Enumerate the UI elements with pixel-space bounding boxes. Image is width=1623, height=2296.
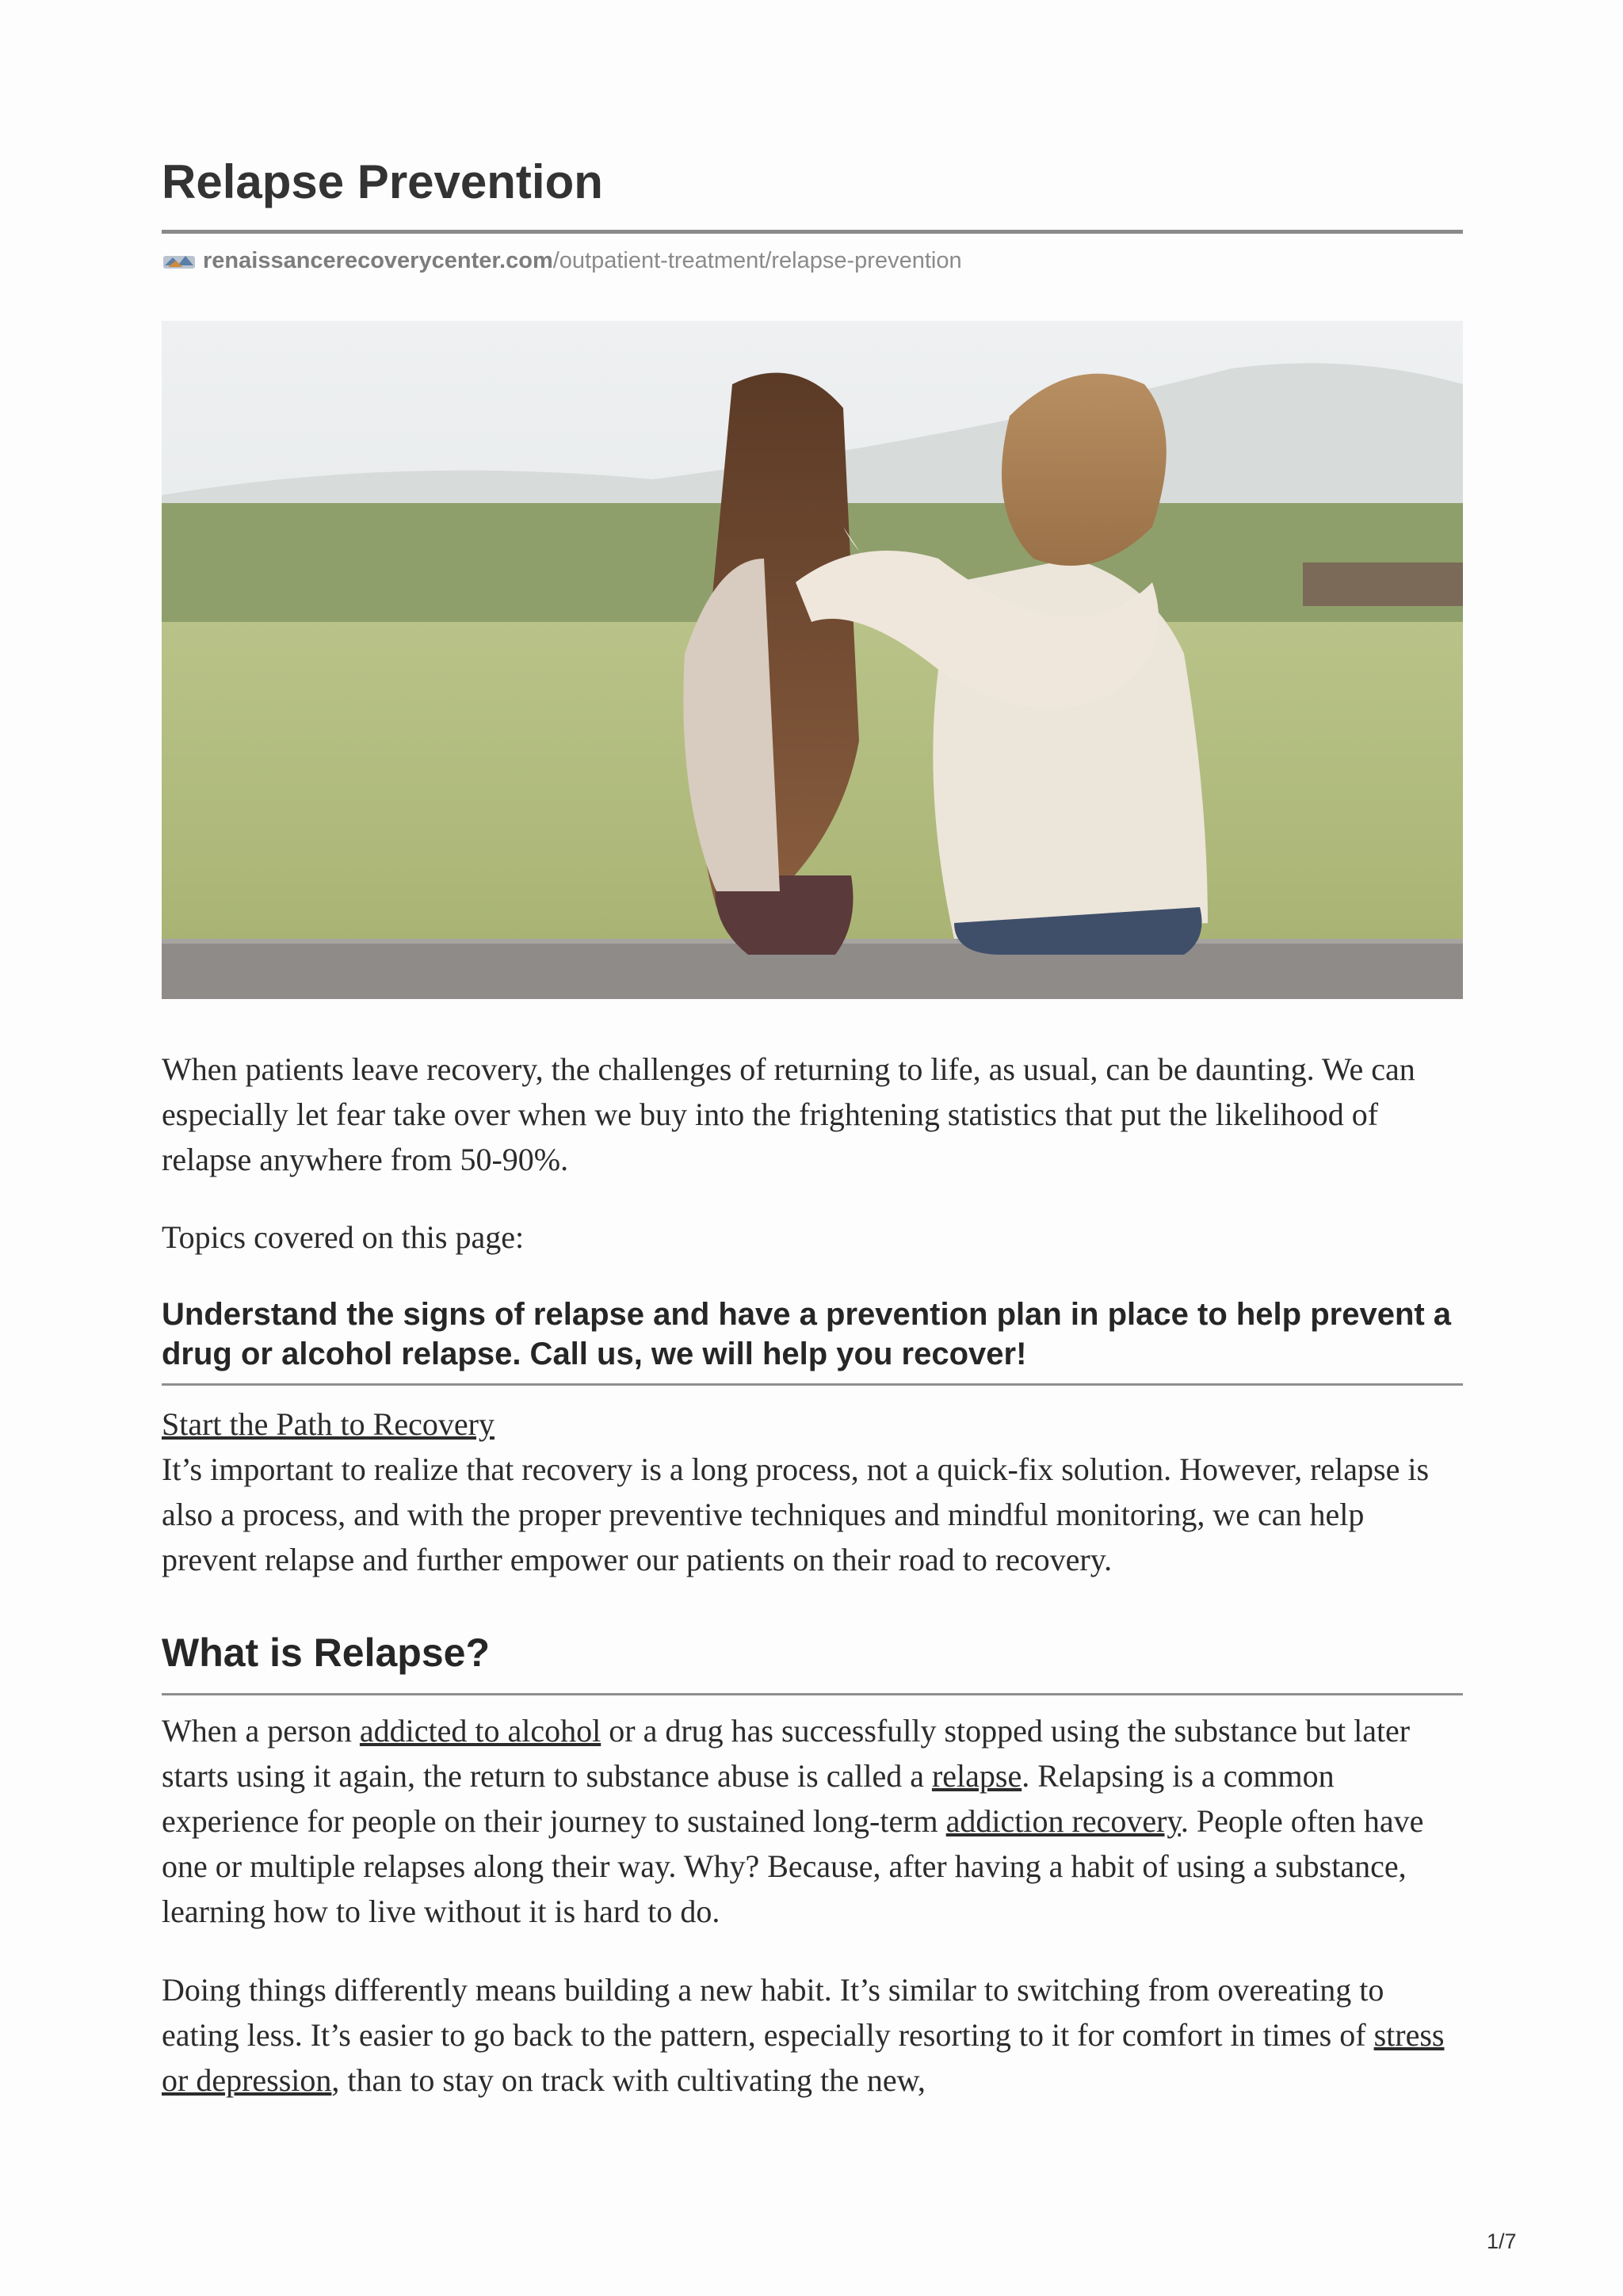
title-divider — [162, 230, 1463, 234]
doing-things-paragraph — [162, 1967, 1463, 2103]
text-segment: . Relapsing is a common experience for people on their journey to sustained long-term — [162, 1758, 1335, 1839]
section-heading: What is Relapse? — [162, 1630, 490, 1675]
source-path[interactable]: /outpatient-treatment/relapse-prevention — [552, 248, 962, 273]
text-segment: . People often have one or multiple relapses along their way. Why? Because, after having a habit of using a substance, learning how to live without it is hard to do. — [162, 1803, 1424, 1929]
hero-image — [162, 321, 1463, 999]
source-line — [162, 245, 1463, 277]
page-title: Relapse Prevention — [162, 155, 603, 208]
article — [162, 151, 1463, 2103]
addicted-to-alcohol-link[interactable]: addicted to alcohol — [359, 1713, 601, 1749]
topics-label: Topics covered on this page: — [162, 1219, 525, 1255]
section-divider — [162, 1693, 1463, 1695]
relapse-link[interactable]: relapse — [931, 1758, 1022, 1794]
callout-text: Understand the signs of relapse and have a prevention plan in place to help prevent a drug or alcohol relapse. Call us, we will help you recover! — [162, 1297, 1452, 1371]
important-paragraph: It’s important to realize that recovery is a long process, not a quick-fix solution. However, relapse is also a process, and with the proper preventive techniques and mindful monitoring, we can help prevent relapse and further empower our patients on their road to recovery. — [162, 1451, 1430, 1577]
text-segment: , than to stay on track with cultivating the new, — [331, 2062, 926, 2098]
stress-or-depression-link[interactable]: stress or depression — [162, 2017, 1445, 2098]
text-segment: Doing things differently means building a new habit. It’s similar to switching from overeating to eating less. It’s easier to go back to the pattern, especially resorting to it for comfort in times of — [162, 1972, 1384, 2053]
renaissance-logo-icon — [162, 250, 197, 272]
text-segment: or a drug has successfully stopped using the substance but later starts using it again, the return to substance abuse is called a — [162, 1713, 1411, 1794]
intro-paragraph: When patients leave recovery, the challenges of returning to life, as usual, can be daunting. We can especially let fear take over when we buy into the frightening statistics that put the likelihood of relapse anywhere from 50-90%. — [162, 1051, 1415, 1177]
page-number: 1/7 — [1487, 2229, 1517, 2253]
start-path-link[interactable]: Start the Path to Recovery — [162, 1406, 495, 1442]
text-segment: When a person — [162, 1713, 360, 1749]
what-is-relapse-paragraph — [162, 1708, 1463, 1934]
addiction-recovery-link[interactable]: addiction recovery — [945, 1803, 1181, 1839]
callout-divider — [162, 1383, 1463, 1386]
source-domain[interactable]: renaissancerecoverycenter.com — [203, 248, 553, 273]
